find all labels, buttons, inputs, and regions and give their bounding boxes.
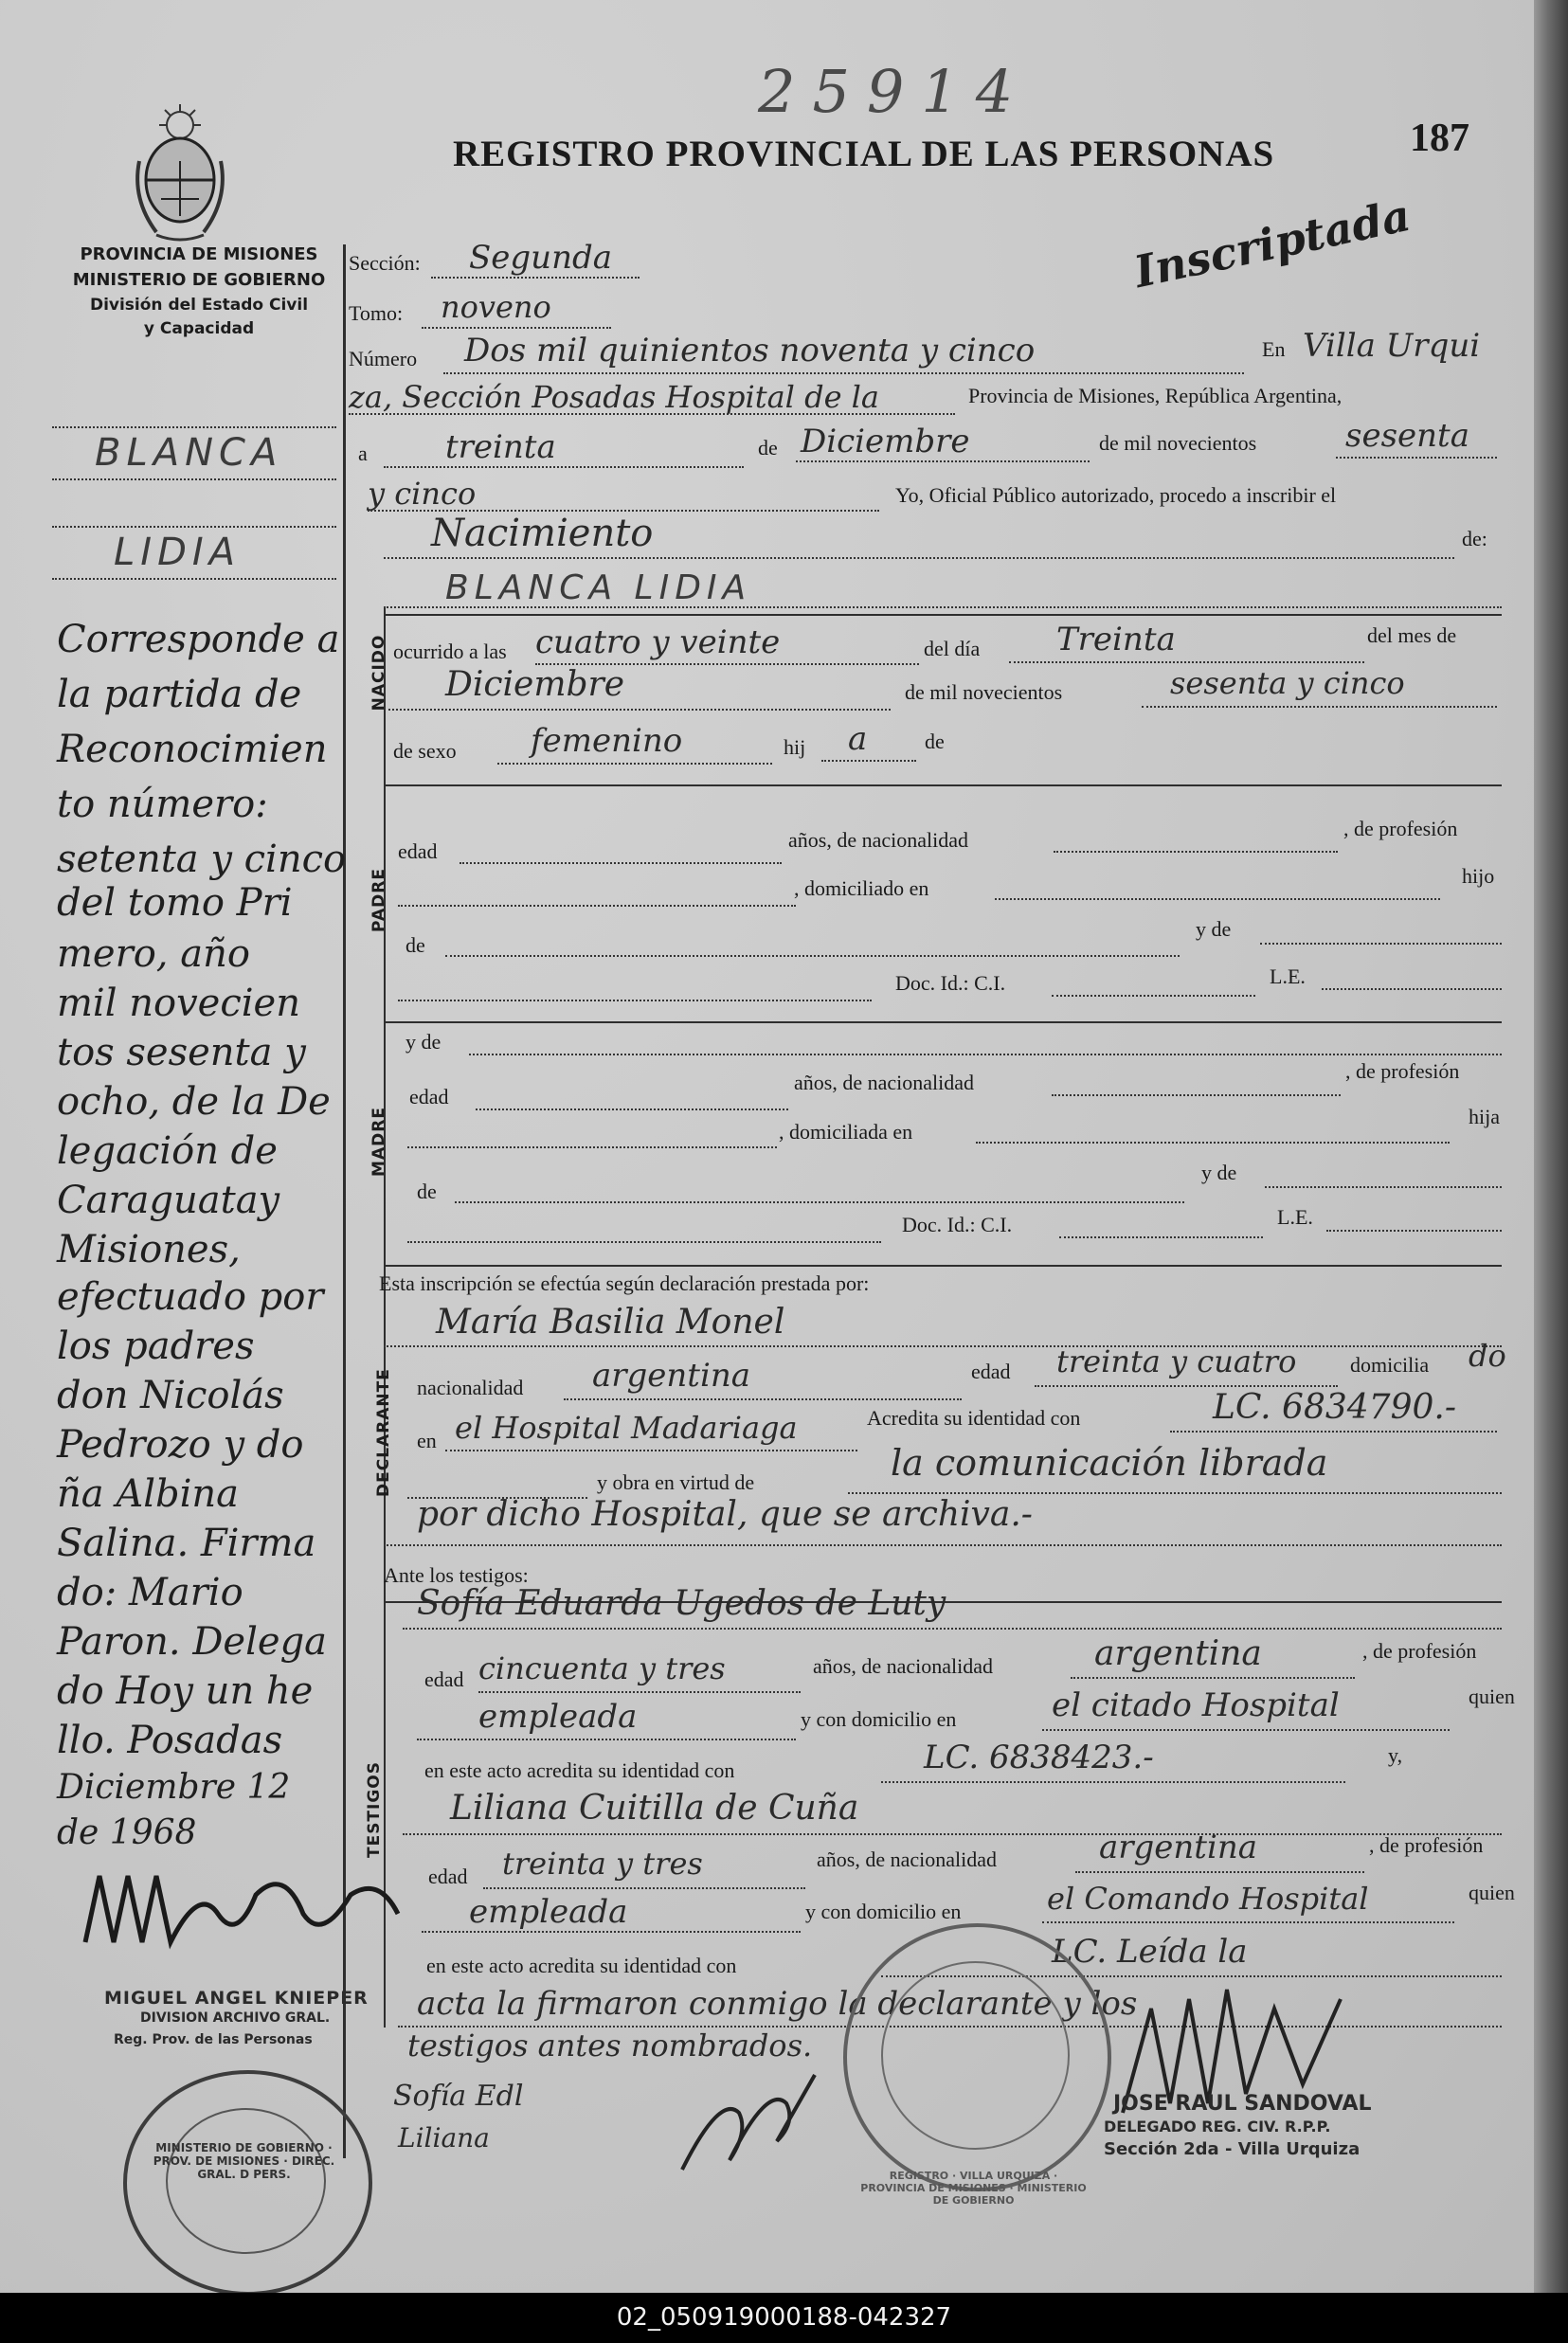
- org-province: PROVINCIA DE MISIONES: [80, 244, 318, 264]
- official-section: Sección 2da - Villa Urquiza: [1104, 2139, 1361, 2159]
- testigo1-y-label: y,: [1388, 1743, 1403, 1767]
- numero-line: [443, 372, 1244, 374]
- numero-value: Dos mil quinientos noventa y cinco: [464, 332, 1036, 369]
- padre-de-line: [445, 955, 1180, 957]
- padre-doc-label: Doc. Id.: C.I.: [895, 971, 1006, 995]
- location-line: [349, 413, 955, 415]
- ministry-seal-text: MINISTERIO DE GOBIERNO · PROV. DE MISIONES · DIREC. GRAL. D PERS.: [153, 2141, 335, 2181]
- testigo1-prof-value: empleada: [478, 1698, 638, 1736]
- testigo2-dom-line: [1042, 1921, 1454, 1923]
- mes-nacido-value: Diciembre: [445, 665, 625, 704]
- madre-y-de-line: [469, 1054, 1502, 1055]
- a-label: a: [358, 442, 368, 465]
- testigo1-acredita-line: [881, 1781, 1345, 1783]
- testigo2-prof-value: empleada: [469, 1893, 628, 1931]
- padre-prof-line: [398, 905, 796, 907]
- testigo2-dom-value: el Comando Hospital: [1047, 1881, 1369, 1917]
- padre-dom-line: [995, 898, 1440, 900]
- margin-note-line: ña Albina: [57, 1472, 240, 1516]
- margin-note-line: de 1968: [57, 1813, 197, 1852]
- testigo1-acredita-value: LC. 6838423.-: [924, 1739, 1154, 1776]
- margin-note-line: del tomo Pri: [57, 881, 293, 925]
- registry-seal-text: REGISTRO · VILLA URQUIZA · PROVINCIA DE MISIONES · MINISTERIO DE GOBIERNO: [860, 2170, 1087, 2207]
- ocurrido-label: ocurrido a las: [393, 640, 507, 663]
- closing-statement-value: acta la firmaron conmigo la declarante y los: [417, 1985, 1138, 2023]
- madre-prof-line: [407, 1146, 777, 1148]
- declarante-obra-label: y obra en virtud de: [597, 1470, 755, 1494]
- margin-note-line: Misiones,: [57, 1228, 241, 1271]
- testigo2-dom-label: y con domicilio en: [805, 1900, 962, 1923]
- testigo2-nac-line: [1075, 1871, 1364, 1873]
- tomo-line: [422, 327, 611, 329]
- testigo1-anios-label: años, de nacionalidad: [813, 1654, 993, 1678]
- margin-name-second: LIDIA: [114, 531, 242, 574]
- anio-nacido-line: [1142, 706, 1497, 708]
- declarante-section-label: DECLARANTE: [374, 1368, 393, 1497]
- margin-note-line: Pedrozo y do: [57, 1423, 304, 1467]
- margin-note-line: Corresponde a: [57, 618, 340, 661]
- declarante-obra-value-2: por dicho Hospital, que se archiva.-: [417, 1495, 1033, 1534]
- margin-note-line: legación de: [57, 1129, 278, 1173]
- padre-le-label: L.E.: [1270, 964, 1306, 988]
- declarante-acredita-label: Acredita su identidad con: [867, 1406, 1081, 1430]
- margin-note-line: llo. Posadas: [57, 1719, 283, 1762]
- declarante-obra-value: la comunicación librada: [891, 1442, 1328, 1484]
- declarante-en-label: en: [417, 1429, 437, 1452]
- anio-line: [1336, 457, 1497, 459]
- testigo2-nombre-value: Liliana Cuitilla de Cuña: [450, 1789, 859, 1828]
- dia-value: treinta: [445, 428, 556, 466]
- margin-note-line: do: Mario: [57, 1571, 243, 1614]
- org-division: División del Estado Civil: [89, 296, 309, 315]
- newborn-name-value: BLANCA LIDIA: [445, 568, 752, 607]
- numero-label: Número: [349, 347, 418, 370]
- ministry-seal-inner: [166, 2108, 326, 2254]
- margin-note-line: do Hoy un he: [57, 1669, 314, 1713]
- padre-hijo-label: hijo: [1462, 864, 1495, 888]
- margin-note-line: tos sesenta y: [57, 1031, 306, 1074]
- testigo2-prof-line: [422, 1931, 801, 1933]
- margin-name-first: BLANCA: [95, 431, 283, 475]
- seccion-value: Segunda: [469, 239, 613, 277]
- declarante-domicilia-value: do: [1469, 1338, 1506, 1374]
- archive-stamp-registry: Reg. Prov. de las Personas: [114, 2032, 313, 2047]
- margin-note-line: mero, año: [57, 932, 250, 976]
- testigo1-edad-value: cincuenta y tres: [478, 1650, 726, 1686]
- declarante-acredita-value: LC. 6834790.-: [1213, 1388, 1456, 1427]
- madre-de-line: [455, 1201, 1184, 1203]
- declarante-edad-line: [1035, 1385, 1338, 1387]
- madre-le-line: [1326, 1230, 1502, 1232]
- testigo2-edad-line: [483, 1887, 805, 1889]
- page-number: 187: [1410, 117, 1469, 160]
- padre-y-de-line: [1260, 943, 1502, 945]
- declarante-edad-value: treinta y cuatro: [1056, 1343, 1297, 1379]
- declarante-en-value: el Hospital Madariaga: [455, 1410, 798, 1446]
- madre-le-label: L.E.: [1277, 1205, 1313, 1229]
- mil-nacido-label: de mil novecientos: [905, 680, 1063, 704]
- official-signature-icon: [1113, 1971, 1369, 2141]
- madre-doc-prefix-line: [407, 1241, 881, 1243]
- madre-nac-line: [1052, 1094, 1341, 1096]
- testigo2-acredita-label: en este acto acredita su identidad con: [426, 1954, 737, 1977]
- padre-edad-label: edad: [398, 839, 438, 863]
- madre-section-label: MADRE: [369, 1107, 388, 1177]
- mil-label: de mil novecientos: [1099, 431, 1257, 455]
- margin-note-line: los padres: [57, 1325, 255, 1368]
- testigo1-edad-label: edad: [424, 1667, 464, 1691]
- margin-note-line: to número:: [57, 783, 268, 826]
- hij-value: a: [848, 720, 868, 758]
- de-nacido-label: de: [925, 730, 945, 753]
- testigo1-dom-label: y con domicilio en: [801, 1707, 957, 1731]
- padre-nac-line: [1054, 851, 1338, 853]
- declarante-intro-label: Esta inscripción se efectúa según declaración prestada por:: [379, 1271, 870, 1295]
- acto-value: Nacimiento: [431, 512, 654, 555]
- madre-bottom-rule: [384, 1265, 1502, 1267]
- madre-y-de-label: y de: [406, 1030, 442, 1054]
- section-label-divider: [384, 606, 386, 2028]
- margin-note-line: mil novecien: [57, 982, 300, 1025]
- madre-domiciliada-label: , domiciliada en: [779, 1120, 913, 1144]
- declarante-nombre-line: [384, 1345, 1502, 1347]
- declarante-obra-line: [848, 1492, 1502, 1494]
- document-title: REGISTRO PROVINCIAL DE LAS PERSONAS: [453, 134, 1275, 174]
- registry-seal-inner: [881, 1961, 1070, 2150]
- padre-section-label: PADRE: [369, 868, 388, 932]
- testigo2-edad-value: treinta y tres: [502, 1846, 703, 1882]
- acto-line: [384, 557, 1454, 559]
- sexo-value: femenino: [531, 722, 683, 760]
- handwritten-record-number: 25914: [758, 57, 1031, 126]
- madre-top-rule: [384, 1021, 1502, 1023]
- image-id-footer: 02_050919000188-042327: [0, 2293, 1568, 2343]
- madre-profesion-label: , de profesión: [1345, 1059, 1460, 1083]
- en-label: En: [1262, 337, 1286, 361]
- mes-nacido-line: [388, 709, 891, 711]
- padre-de-label: de: [406, 933, 425, 957]
- margin-note-line: Caraguatay: [57, 1179, 280, 1222]
- testigo2-edad-label: edad: [428, 1865, 468, 1888]
- signature-witness-2: Liliana: [398, 2122, 490, 2154]
- dia-nacido-value: Treinta: [1056, 621, 1176, 658]
- testigo1-nombre-line: [403, 1628, 1502, 1630]
- signature-witness-1: Sofía Edl: [393, 2080, 524, 2113]
- testigos-section-label: TESTIGOS: [365, 1760, 384, 1859]
- testigo2-acredita-value: LC. Leída la: [1052, 1933, 1248, 1971]
- margin-signature-icon: [76, 1857, 436, 1961]
- anio-value-continued: y cinco: [368, 476, 477, 512]
- madre-edad-label: edad: [409, 1085, 449, 1108]
- margin-note-line: la partida de: [57, 673, 302, 716]
- declarante-obra2-line: [384, 1544, 1502, 1546]
- madre-de-label: de: [417, 1180, 437, 1203]
- margin-note-line: don Nicolás: [57, 1374, 284, 1417]
- tomo-value: noveno: [441, 289, 551, 325]
- testigo1-prof-label: , de profesión: [1362, 1639, 1477, 1663]
- hora-value: cuatro y veinte: [535, 623, 781, 661]
- book-binding: [1534, 0, 1568, 2293]
- tomo-label: Tomo:: [349, 301, 404, 325]
- testigo1-nac-line: [1071, 1677, 1355, 1679]
- testigo1-nac-value: argentina: [1094, 1634, 1262, 1673]
- padre-le-line: [1322, 988, 1502, 990]
- de-label: de: [758, 436, 778, 460]
- margin-note-line: efectuado por: [57, 1275, 324, 1319]
- madre-y-de2-label: y de: [1201, 1161, 1237, 1184]
- declarante-edad-label: edad: [971, 1360, 1011, 1383]
- testigo1-dom-line: [1042, 1729, 1450, 1731]
- nacido-section-label: NACIDO: [369, 634, 388, 712]
- archive-stamp-name: MIGUEL ANGEL KNIEPER: [104, 1988, 369, 2009]
- margin-line-2: [52, 478, 336, 480]
- newborn-name-line: [384, 606, 1502, 608]
- testigo2-quien-label: quien: [1469, 1881, 1515, 1904]
- padre-top-rule: [384, 784, 1502, 786]
- mes-line: [796, 460, 1090, 462]
- coat-of-arms-icon: [128, 104, 232, 246]
- margin-line-4: [52, 578, 336, 580]
- dia-line: [384, 466, 744, 468]
- hij-line: [821, 760, 916, 762]
- madre-doc-label: Doc. Id.: C.I.: [902, 1213, 1013, 1236]
- provincia-label: Provincia de Misiones, República Argentina,: [968, 384, 1343, 407]
- margin-note-line: Reconocimien: [57, 728, 328, 771]
- margin-line-1: [52, 426, 336, 428]
- madre-anios-label: años, de nacionalidad: [794, 1071, 974, 1094]
- declarante-domicilia-label: domicilia: [1350, 1353, 1430, 1377]
- madre-dom-line: [976, 1142, 1450, 1144]
- en-value: Villa Urqui: [1303, 327, 1481, 365]
- declarante-nacionalidad-label: nacionalidad: [417, 1376, 524, 1399]
- de-colon-label: de:: [1462, 527, 1487, 550]
- padre-profesion-label: , de profesión: [1343, 817, 1458, 840]
- testigo1-prof-line: [417, 1739, 796, 1740]
- margin-line-3: [52, 526, 336, 528]
- padre-ci-line: [1052, 995, 1255, 997]
- anio-value: sesenta: [1345, 417, 1469, 455]
- declarante-nac-line: [564, 1398, 962, 1400]
- declarante-nacionalidad-value: argentina: [592, 1357, 751, 1395]
- padre-edad-line: [460, 862, 782, 864]
- margin-note-line: Paron. Delega: [57, 1620, 328, 1664]
- testigo2-nombre-line: [403, 1833, 1502, 1835]
- closing-statement-value-2: testigos antes nombrados.: [407, 2028, 813, 2064]
- location-value: za, Sección Posadas Hospital de la: [349, 379, 879, 415]
- nacido-top-rule: [384, 614, 1502, 616]
- testigo1-nombre-value: Sofía Eduarda Ugedos de Luty: [417, 1584, 946, 1623]
- declarante-nombre-value: María Basilia Monel: [436, 1303, 785, 1342]
- testigo2-nac-value: argentina: [1099, 1829, 1258, 1866]
- del-mes-label: del mes de: [1367, 623, 1457, 647]
- oficial-label: Yo, Oficial Público autorizado, procedo a inscribir el: [895, 483, 1337, 507]
- padre-domiciliado-label: , domiciliado en: [794, 876, 929, 900]
- sexo-line: [497, 763, 772, 765]
- seccion-line: [431, 277, 640, 279]
- testigos-ante-label: Ante los testigos:: [384, 1563, 529, 1587]
- testigo1-dom-value: el citado Hospital: [1052, 1686, 1340, 1724]
- inscribed-annotation: Inscriptada: [1129, 189, 1415, 298]
- testigo2-anios-label: años, de nacionalidad: [817, 1847, 997, 1871]
- hij-label: hij: [784, 735, 806, 759]
- sexo-label: de sexo: [393, 739, 457, 763]
- official-title: DELEGADO REG. CIV. R.P.P.: [1104, 2118, 1331, 2136]
- madre-hija-label: hija: [1469, 1105, 1500, 1128]
- org-capacity: y Capacidad: [143, 319, 255, 338]
- margin-note-line: ocho, de la De: [57, 1080, 331, 1124]
- del-dia-label: del día: [924, 637, 981, 660]
- margin-note-line: Diciembre 12: [57, 1768, 291, 1807]
- declarante-acredita-line: [1170, 1431, 1497, 1433]
- madre-y-de2-line: [1265, 1186, 1502, 1188]
- testigo2-prof-label: , de profesión: [1369, 1833, 1484, 1857]
- testigo1-quien-label: quien: [1469, 1685, 1515, 1708]
- dia-nacido-line: [1009, 661, 1364, 663]
- testigo1-acredita-label: en este acto acredita su identidad con: [424, 1758, 735, 1782]
- padre-y-de-label: y de: [1196, 917, 1232, 941]
- org-ministry: MINISTERIO DE GOBIERNO: [72, 270, 326, 290]
- mes-value: Diciembre: [801, 423, 970, 460]
- official-name: JOSE RAUL SANDOVAL: [1113, 2092, 1372, 2116]
- madre-ci-line: [1059, 1236, 1263, 1238]
- margin-note-line: Salina. Firma: [57, 1522, 316, 1565]
- declarante-signature-icon: [663, 2056, 834, 2198]
- anio-nacido-value: sesenta y cinco: [1170, 665, 1405, 701]
- madre-edad-line: [476, 1108, 788, 1110]
- margin-note-line: setenta y cinco: [57, 838, 347, 881]
- seccion-label: Sección:: [349, 251, 421, 275]
- padre-anios-label: años, de nacionalidad: [788, 828, 968, 852]
- declarante-en-line: [445, 1450, 857, 1451]
- archive-stamp-division: DIVISION ARCHIVO GRAL.: [140, 2010, 331, 2026]
- padre-doc-prefix-line: [398, 1000, 872, 1001]
- testigo1-edad-line: [478, 1691, 801, 1693]
